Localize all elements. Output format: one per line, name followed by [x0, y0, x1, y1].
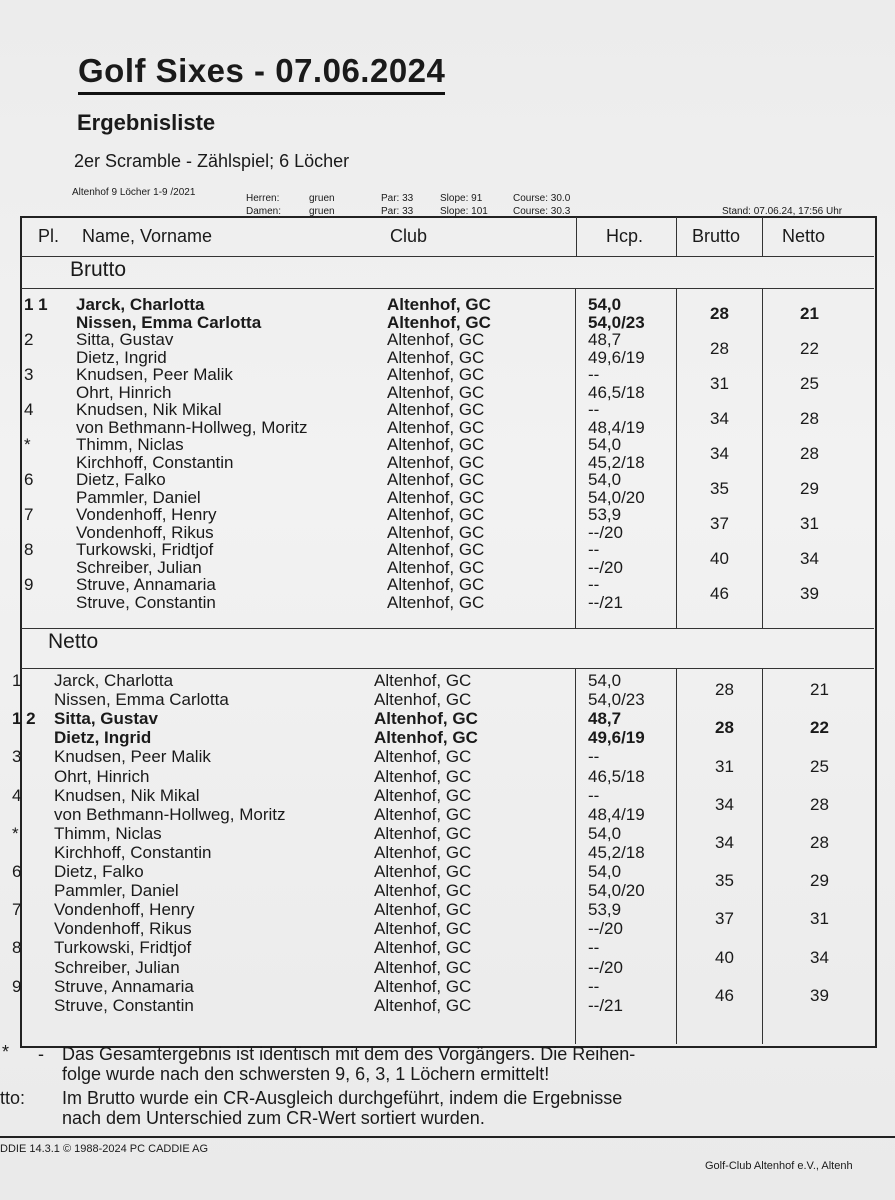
row-club: Altenhof, GC: [374, 976, 472, 996]
row-club: Altenhof, GC: [374, 862, 472, 881]
divider: [676, 289, 677, 628]
row-pl: 6: [24, 470, 34, 489]
row-club: Altenhof, GC: [374, 747, 472, 767]
row-brutto: 40: [710, 548, 729, 568]
row-club: Altenhof, GC: [387, 417, 485, 437]
row-hcp: 53,9: [588, 900, 622, 920]
row-brutto: 46: [710, 583, 729, 603]
row-netto: 22: [800, 338, 819, 358]
club-name: Golf-Club Altenhof e.V., Altenh: [705, 1160, 853, 1172]
damen-label: Damen:: [246, 206, 282, 217]
row-netto: 31: [810, 909, 829, 929]
row-hcp: 48,7: [588, 330, 622, 349]
row-netto: 29: [810, 871, 829, 891]
row-hcp: 54,0/23: [588, 690, 645, 710]
row-pl: 8: [24, 540, 34, 559]
damen-slope: Slope: 101: [440, 206, 488, 217]
row-brutto: 31: [715, 756, 734, 776]
row-name: Knudsen, Nik Mikal: [54, 785, 200, 805]
row-hcp: --/20: [588, 957, 623, 977]
row-name: Dietz, Ingrid: [76, 347, 167, 367]
row-name: Knudsen, Peer Malik: [54, 747, 211, 767]
row-name: Ohrt, Hinrich: [54, 766, 150, 786]
row-hcp: --/20: [588, 522, 623, 542]
row-pl: 6: [12, 862, 22, 881]
row-pl: *: [12, 823, 19, 843]
row-hcp: 54,0: [588, 823, 622, 843]
page-title: Golf Sixes - 07.06.2024: [78, 52, 445, 95]
row-hcp: --/21: [588, 592, 623, 612]
column-header-netto: Netto: [782, 226, 826, 246]
column-header-hcp: Hcp.: [606, 226, 644, 246]
row-pl: 3: [24, 365, 34, 384]
divider: [21, 668, 874, 669]
row-name: Vondenhoff, Henry: [54, 900, 195, 920]
row-hcp: --: [588, 785, 600, 805]
row-club: Altenhof, GC: [387, 505, 485, 524]
row-pl: 1 1: [24, 295, 48, 314]
row-name: Schreiber, Julian: [76, 557, 202, 577]
row-hcp: 45,2/18: [588, 842, 645, 862]
row-name: von Bethmann-Hollweg, Moritz: [76, 417, 308, 437]
note-1-line-2: folge wurde nach den schwersten 9, 6, 3, 1 Löchern ermittelt!: [62, 1064, 550, 1084]
stand-timestamp: Stand: 07.06.24, 17:56 Uhr: [722, 206, 843, 217]
row-name: Vondenhoff, Henry: [76, 505, 217, 524]
row-name: Knudsen, Nik Mikal: [76, 400, 222, 419]
row-name: Kirchhoff, Constantin: [76, 452, 234, 472]
row-club: Altenhof, GC: [374, 957, 472, 977]
row-name: Schreiber, Julian: [54, 957, 180, 977]
divider: [21, 288, 874, 289]
row-netto: 39: [810, 985, 829, 1005]
row-name: Pammler, Daniel: [76, 487, 201, 507]
row-club: Altenhof, GC: [374, 995, 472, 1015]
row-name: Vondenhoff, Rikus: [76, 522, 214, 542]
divider: [21, 256, 874, 257]
row-hcp: 54,0/23: [588, 312, 645, 332]
row-hcp: 54,0: [588, 470, 622, 489]
column-header-brutto: Brutto: [692, 226, 741, 246]
row-club: Altenhof, GC: [374, 766, 472, 786]
row-brutto: 37: [715, 909, 734, 929]
column-header-pl: Pl.: [38, 226, 60, 246]
row-club: Altenhof, GC: [374, 938, 472, 958]
note-2-line-1: Im Brutto wurde ein CR-Ausgleich durchgeführt, indem die Ergebnisse: [62, 1088, 623, 1108]
row-hcp: 54,0: [588, 295, 622, 314]
row-club: Altenhof, GC: [387, 575, 485, 594]
row-club: Altenhof, GC: [387, 470, 485, 489]
column-header-name: Name, Vorname: [82, 226, 213, 246]
row-pl: *: [24, 435, 31, 454]
row-name: Jarck, Charlotta: [76, 295, 205, 314]
row-hcp: 54,0: [588, 435, 622, 454]
row-pl: 7: [12, 900, 22, 920]
row-hcp: --: [588, 540, 600, 559]
divider: [762, 669, 763, 1044]
row-name: Knudsen, Peer Malik: [76, 365, 233, 384]
row-brutto: 34: [715, 832, 734, 852]
divider: [762, 217, 763, 256]
section-title-brutto: Brutto: [70, 258, 127, 281]
column-header-club: Club: [390, 226, 428, 246]
divider: [575, 669, 576, 1044]
row-hcp: 54,0/20: [588, 881, 645, 901]
herren-slope: Slope: 91: [440, 193, 483, 204]
row-hcp: --/20: [588, 557, 623, 577]
row-club: Altenhof, GC: [374, 881, 472, 901]
row-hcp: 49,6/19: [588, 347, 645, 367]
row-hcp: --: [588, 400, 600, 419]
divider: [575, 289, 576, 628]
row-club: Altenhof, GC: [374, 671, 472, 690]
row-pl: 9: [12, 976, 22, 996]
row-netto: 21: [800, 303, 819, 323]
row-brutto: 35: [715, 871, 734, 891]
row-club: Altenhof, GC: [387, 347, 485, 367]
note-2-line-2: nach dem Unterschied zum CR-Wert sortiert wurden.: [62, 1108, 485, 1128]
row-name: Vondenhoff, Rikus: [54, 919, 192, 939]
row-netto: 28: [810, 832, 829, 852]
row-brutto: 34: [715, 794, 734, 814]
herren-label: Herren:: [246, 193, 280, 204]
row-club: Altenhof, GC: [387, 452, 485, 472]
row-netto: 28: [800, 408, 819, 428]
row-name: Sitta, Gustav: [54, 709, 158, 729]
row-hcp: 46,5/18: [588, 766, 645, 786]
row-name: Thimm, Niclas: [76, 435, 184, 454]
row-brutto: 28: [710, 338, 729, 358]
row-name: Sitta, Gustav: [76, 330, 174, 349]
row-hcp: 54,0: [588, 862, 622, 881]
section-title-netto: Netto: [48, 630, 99, 653]
row-netto: 34: [810, 947, 829, 967]
row-name: Nissen, Emma Carlotta: [76, 312, 262, 332]
herren-tee: gruen: [309, 193, 335, 204]
row-hcp: 54,0: [588, 671, 622, 690]
footer-divider: [0, 1136, 895, 1138]
row-hcp: 48,7: [588, 709, 622, 729]
row-name: Kirchhoff, Constantin: [54, 842, 212, 862]
row-netto: 34: [800, 548, 819, 568]
row-hcp: --/21: [588, 995, 623, 1015]
row-club: Altenhof, GC: [374, 919, 472, 939]
row-pl: 7: [24, 505, 34, 524]
divider: [576, 217, 577, 256]
row-hcp: 45,2/18: [588, 452, 645, 472]
row-hcp: --: [588, 575, 600, 594]
row-name: Dietz, Falko: [54, 862, 144, 881]
row-netto: 21: [810, 680, 829, 700]
competition-format: 2er Scramble - Zählspiel; 6 Löcher: [74, 151, 350, 171]
row-pl: 3: [12, 747, 22, 767]
row-name: Struve, Annamaria: [76, 575, 216, 594]
row-brutto: 46: [715, 985, 734, 1005]
row-pl: 1: [12, 671, 22, 690]
row-name: Ohrt, Hinrich: [76, 382, 172, 402]
row-netto: 25: [800, 373, 819, 393]
row-pl: 8: [12, 938, 22, 958]
row-hcp: --: [588, 976, 600, 996]
row-hcp: 54,0/20: [588, 487, 645, 507]
software-credit: DDIE 14.3.1 © 1988-2024 PC CADDIE AG: [0, 1143, 209, 1155]
row-brutto: 28: [715, 680, 734, 700]
damen-par: Par: 33: [381, 206, 414, 217]
divider: [676, 217, 677, 256]
row-hcp: 48,4/19: [588, 417, 645, 437]
row-club: Altenhof, GC: [387, 592, 485, 612]
row-name: Struve, Constantin: [54, 995, 194, 1015]
row-brutto: 28: [715, 718, 734, 738]
row-brutto: 28: [710, 303, 729, 323]
row-club: Altenhof, GC: [374, 728, 478, 748]
row-name: Dietz, Falko: [76, 470, 166, 489]
row-name: Turkowski, Fridtjof: [76, 540, 214, 559]
row-club: Altenhof, GC: [387, 382, 485, 402]
row-club: Altenhof, GC: [374, 785, 472, 805]
row-hcp: --/20: [588, 919, 623, 939]
row-name: Pammler, Daniel: [54, 881, 179, 901]
note-1-line-1: Das Gesamtergebnis ist identisch mit dem des Vorgängers. Die Reihen-: [62, 1044, 636, 1064]
row-brutto: 40: [715, 947, 734, 967]
row-club: Altenhof, GC: [387, 295, 491, 314]
herren-course: Course: 30.0: [513, 193, 571, 204]
row-netto: 31: [800, 513, 819, 533]
row-hcp: --: [588, 747, 600, 767]
row-name: Turkowski, Fridtjof: [54, 938, 192, 958]
row-brutto: 34: [710, 443, 729, 463]
row-brutto: 31: [710, 373, 729, 393]
row-club: Altenhof, GC: [387, 400, 485, 419]
row-club: Altenhof, GC: [374, 823, 472, 843]
row-hcp: 48,4/19: [588, 804, 645, 824]
row-netto: 28: [810, 794, 829, 814]
row-club: Altenhof, GC: [387, 540, 485, 559]
row-club: Altenhof, GC: [387, 557, 485, 577]
row-pl: 2: [24, 330, 34, 349]
row-netto: 22: [810, 718, 829, 738]
row-netto: 28: [800, 443, 819, 463]
damen-tee: gruen: [309, 206, 335, 217]
row-club: Altenhof, GC: [387, 487, 485, 507]
divider: [676, 669, 677, 1044]
row-hcp: 49,6/19: [588, 728, 645, 748]
herren-par: Par: 33: [381, 193, 414, 204]
row-name: Nissen, Emma Carlotta: [54, 690, 229, 710]
row-name: von Bethmann-Hollweg, Moritz: [54, 804, 286, 824]
row-netto: 25: [810, 756, 829, 776]
row-pl: 9: [24, 575, 34, 594]
row-club: Altenhof, GC: [387, 365, 485, 384]
row-brutto: 35: [710, 478, 729, 498]
row-club: Altenhof, GC: [374, 690, 472, 710]
row-netto: 29: [800, 478, 819, 498]
row-club: Altenhof, GC: [387, 330, 485, 349]
row-club: Altenhof, GC: [374, 709, 478, 729]
row-brutto: 37: [710, 513, 729, 533]
row-name: Thimm, Niclas: [54, 823, 162, 843]
course-name: Altenhof 9 Löcher 1-9 /2021: [72, 187, 196, 198]
row-club: Altenhof, GC: [387, 522, 485, 542]
page-subtitle: Ergebnisliste: [77, 110, 216, 135]
note-dash: -: [38, 1044, 44, 1064]
row-hcp: 53,9: [588, 505, 622, 524]
note-key-asterisk: *: [2, 1042, 10, 1062]
row-pl: 4: [12, 785, 22, 805]
row-pl: 4: [24, 400, 34, 419]
divider: [762, 289, 763, 628]
row-club: Altenhof, GC: [374, 804, 472, 824]
row-hcp: --: [588, 365, 600, 384]
row-brutto: 34: [710, 408, 729, 428]
row-club: Altenhof, GC: [387, 435, 485, 454]
row-name: Jarck, Charlotta: [54, 671, 174, 690]
row-club: Altenhof, GC: [387, 312, 491, 332]
note-key-brutto: tto:: [0, 1088, 26, 1108]
row-name: Struve, Constantin: [76, 592, 216, 612]
damen-course: Course: 30.3: [513, 206, 571, 217]
row-hcp: --: [588, 938, 600, 958]
row-name: Dietz, Ingrid: [54, 728, 152, 748]
row-pl: 1 2: [12, 709, 36, 729]
row-name: Struve, Annamaria: [54, 976, 194, 996]
row-club: Altenhof, GC: [374, 900, 472, 920]
row-club: Altenhof, GC: [374, 842, 472, 862]
divider: [21, 628, 874, 629]
row-netto: 39: [800, 583, 819, 603]
row-hcp: 46,5/18: [588, 382, 645, 402]
